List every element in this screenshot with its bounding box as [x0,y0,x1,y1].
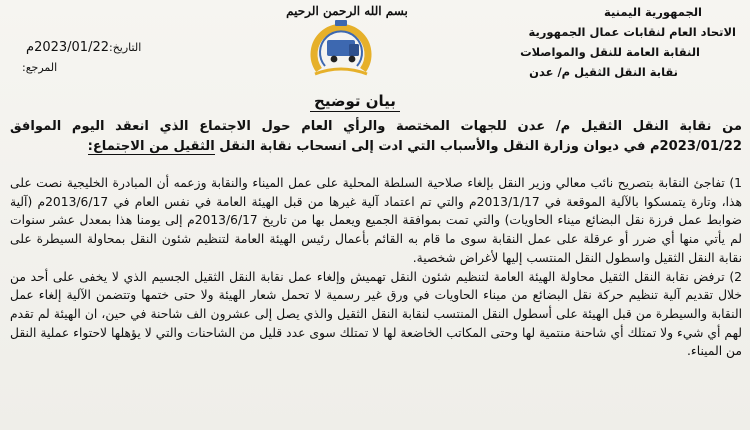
intro-paragraph [10,117,742,156]
date-value: 2023/01/22م [26,40,109,55]
reference-row [22,58,222,78]
org-line-heavy-transport-union: نقابة النقل الثقيل م/ عدن [529,65,678,79]
org-line-country: الجمهورية اليمنية [603,5,702,19]
date-row [22,38,222,58]
paragraph-2: 2) ترفض نقابة النقل الثقيل محاولة الهيئة العامة لتنظيم شئون النقل تهميش وإلغاء عمل نقابة النقل الثقيل الجسيم الذي لا يخفى على أحد من خلال تقديم آلية تنظيم حركة نقل البضائع من ميناء الحاويات في ورق غير رسمية لا تحمل شعار الهيئة ولا حتى ختمها وتتضمن الآلية إلغاء عمل النقابة والسيطرة من قبل الهيئة على أسطول النقل المنتسب لنقابة النقل الثقيل والذي يصل إلى عشرون الف شاحنة في حين، ان الهيئة لم تقدم لهم أي شيء ولا تمتلك أي شاحنة منتمية لها وحتى المكاتب الخاضعة لها لا تمتلك سوى عدد قليل من الشاحنات والتي لا يؤهلها لاحتواء عملية النقل من الميناء. [10,269,742,359]
org-line-federation: الاتحاد العام لنقابات عمال الجمهورية [528,25,736,39]
organization-header [436,2,736,82]
basmala: بسم الله الرحمن الرحيم [286,4,408,18]
union-logo-icon [305,14,377,82]
intro-text: من نقابة النقل الثقيل م/ عدن للجهات المختصة والرأي العام حول الاجتماع الذي انعقد اليوم الموافق 2023/01/22م في ديوان وزارة النقل والأسباب التي ادت إلى انسحاب نقابة النقل [10,119,742,154]
reference-label: المرجع: [22,61,58,74]
document-title-text: بيان توضيح [310,92,400,112]
paragraph-1: 1) تفاجئ النقابة بتصريح نائب معالي وزير النقل بإلغاء صلاحية السلطة المحلية على عمل الميناء والنقابة وزعمه أن المبادرة الخليجية نصت على هذا، وتارة يتمسكوا بالآلية الموقعة في 2013/1/17م والتي تم اعتماد آلية غيرها من قبل الهيئة العامة في نفس العام في 2013/6/17م (آلية ضوابط عمل فرزة نقل البضائع ميناء الحاويات) والتي تمت بموافقة الجميع ويعمل بها من تاريخ 2013/6/17م إلى يومنا هذا بمعدل عشر سنوات لم يأتي منها أي ضرر أو عرقلة على عمل النقابة سوى ما قام به القائم بأعمال رئيس الهيئة العامة لتنظيم شئون النقل بمحاولة السيطرة على نقابة النقل الثقيل واسطول النقل المنتسب إليها لأغراض شخصية. [10,176,742,265]
document-meta [22,38,222,78]
date-label: التاريخ: [109,41,142,54]
org-line-general-union: النقابة العامة للنقل والمواصلات [520,45,700,59]
intro-underlined-text: الثقيل من الاجتماع: [87,138,215,154]
document-title [250,92,460,110]
document-body [10,174,742,361]
